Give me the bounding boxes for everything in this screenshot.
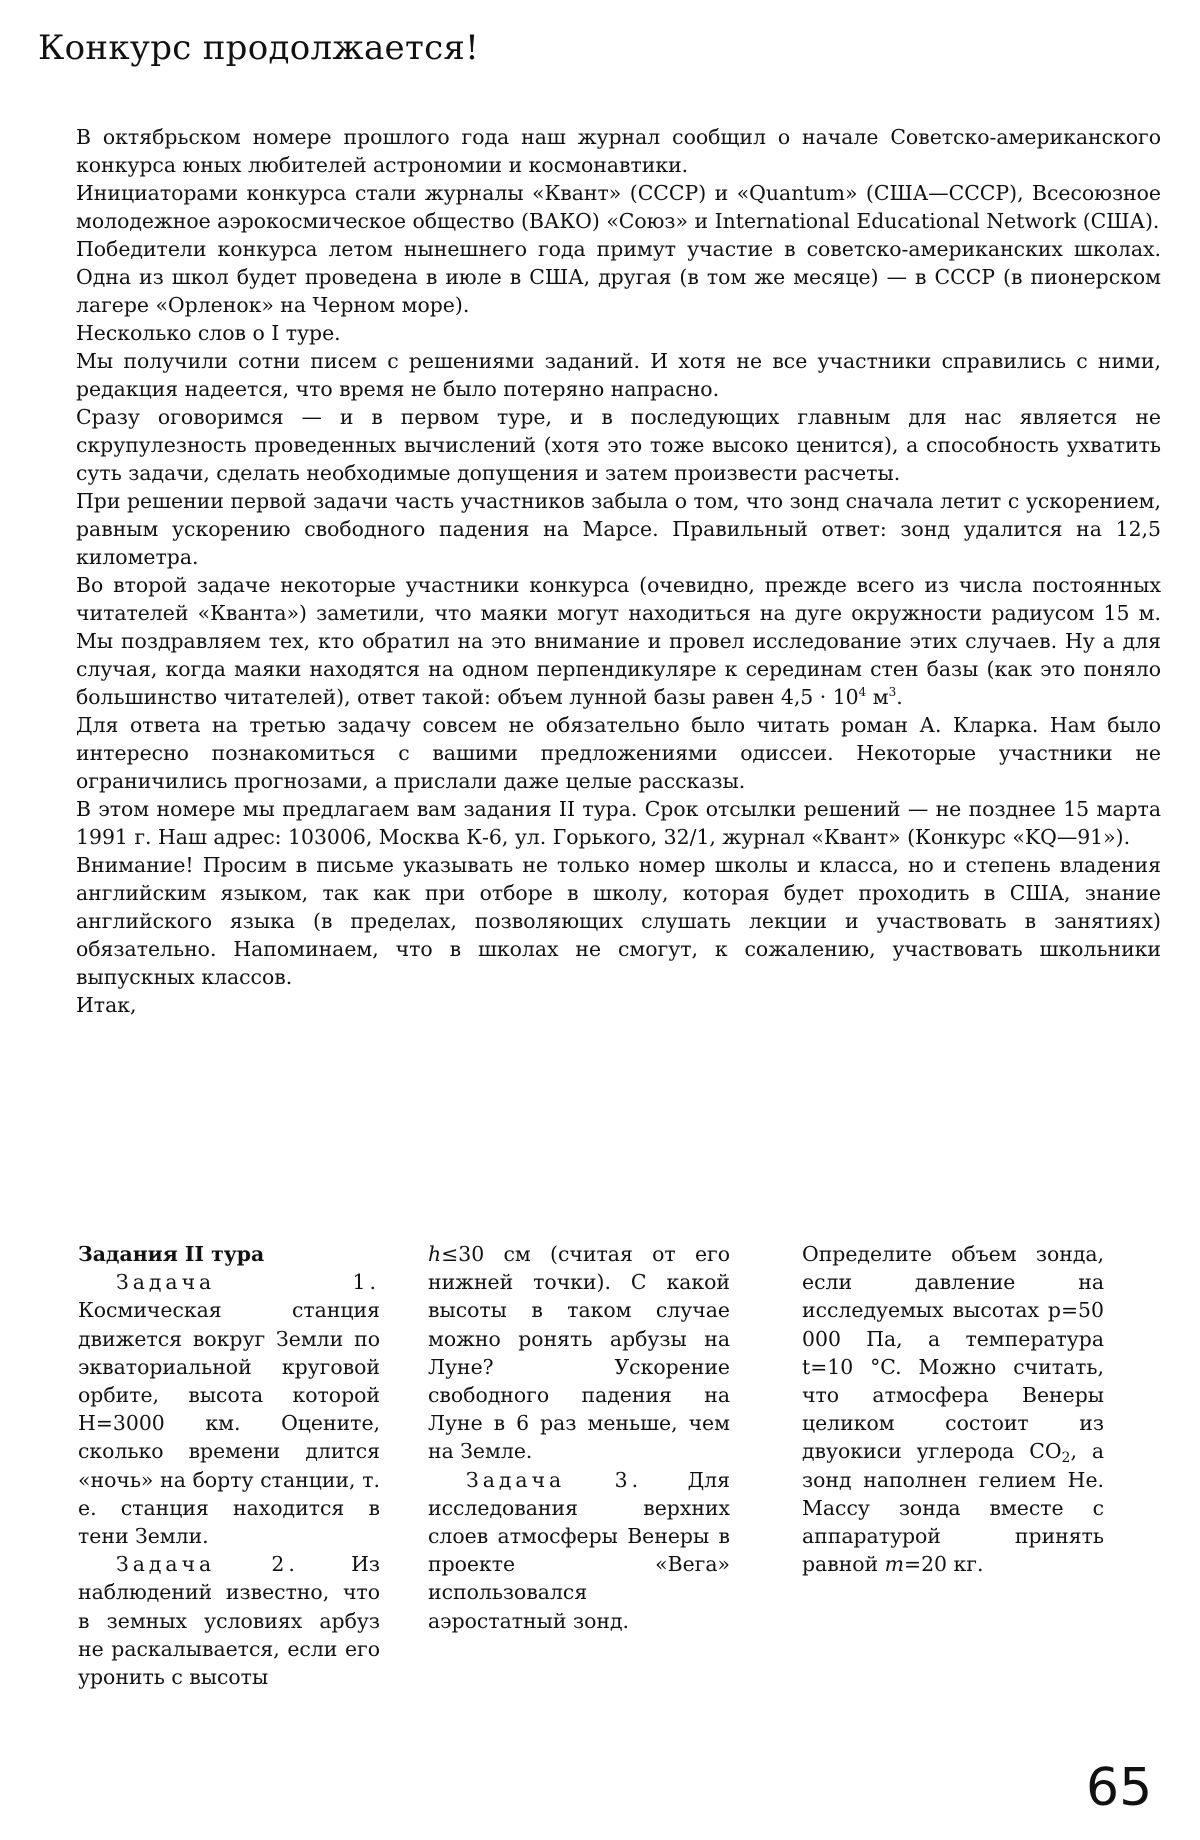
paragraph: Инициаторами конкурса стали журналы «Квант» (СССР) и «Quantum» (США—СССР), Всесоюзное молодежное аэрокосмическое общество (ВАКО) «Союз» и International Educational Network (США). <box>76 181 1161 233</box>
tasks-column-2 <box>428 1240 730 1635</box>
task-2-continued: h≤30 см (считая от его нижней точки). С какой высоты в таком случае можно ронять арбузы на Луне? Ускорение свободного падения на Луне в 6 раз меньше, чем на Земле. <box>428 1242 730 1464</box>
paragraph: Во второй задаче некоторые участники конкурса (очевидно, прежде всего из числа постоянных читателей «Кванта») заметили, что маяки могут находиться на дуге окружности радиусом 15 м. Мы поздравляем тех, кто обратил на это внимание и провел исследование этих случаев. Ну а для случая, когда маяки находятся на одном перпендикуляре к серединам стен базы (как это поняло большинство читателей), ответ такой: объем лунной базы равен $4,5 \cdot 10^4$ $м^3$. <box>76 573 1161 709</box>
paragraph: Для ответа на третью задачу совсем не обязательно было читать роман А. Кларка. Нам было интересно познакомиться с вашими предложениями одиссеи. Некоторые участники не ограничились прогнозами, а прислали даже целые рассказы. <box>76 713 1161 793</box>
paragraph: Победители конкурса летом нынешнего года примут участие в советско-американских школах. Одна из школ будет проведена в июле в США, другая (в том же месяце) — в СССР (в пионерском лагере «Орленок» на Черном море). <box>76 237 1161 317</box>
tasks-heading: Задания II тура <box>78 1242 265 1266</box>
tasks-column-1 <box>78 1240 380 1691</box>
task-1-label: Задача 1. <box>116 1270 380 1295</box>
task-1: Задача 1. Космическая станция движется вокруг Земли по экваториальной круговой орбите, высота которой H=3000 км. Оцените, сколько времени длится «ночь» на борту станции, т. е. станция находится в тени Земли. <box>78 1270 380 1549</box>
tasks-column-3 <box>802 1240 1104 1578</box>
task-2: Задача 2. Из наблюдений известно, что в земных условиях арбуз не раскалывается, если его уронить с высоты <box>78 1552 380 1690</box>
page-title: Конкурс продолжается! <box>38 28 480 68</box>
paragraph: В этом номере мы предлагаем вам задания II тура. Срок отсылки решений — не позднее 15 марта 1991 г. Наш адрес: 103006, Москва К-6, ул. Горького, 32/1, журнал «Квант» (Конкурс «KQ—91»). <box>76 797 1161 849</box>
paragraph: При решении первой задачи часть участников забыла о том, что зонд сначала летит с ускорением, равным ускорению свободного падения на Марсе. Правильный ответ: зонд удалится на 12,5 километра. <box>76 489 1161 569</box>
paragraph: Внимание! Просим в письме указывать не только номер школы и класса, но и степень владения английским языком, так как при отборе в школу, которая будет проходить в США, знание английского языка (в пределах, позволяющих слушать лекции и участвовать в занятиях) обязательно. Напоминаем, что в школах не смогут, к сожалению, участвовать школьники выпускных классов. <box>76 853 1161 989</box>
paragraph: Итак, <box>76 993 137 1017</box>
paragraph: Мы получили сотни писем с решениями заданий. И хотя не все участники справились с ними, редакция надеется, что время не было потеряно напрасно. <box>76 349 1161 401</box>
paragraph: Сразу оговоримся — и в первом туре, и в последующих главным для нас является не скрупулезность проведенных вычислений (хотя это тоже высоко ценится), а способность ухватить суть задачи, сделать необходимые допущения и затем произвести расчеты. <box>76 405 1161 485</box>
paragraph: Несколько слов о I туре. <box>76 321 341 345</box>
task-2-label: Задача 2. <box>116 1552 299 1577</box>
intro-text <box>76 123 1161 1019</box>
paragraph: В октябрьском номере прошлого года наш журнал сообщил о начале Советско-американского конкурса юных любителей астрономии и космонавтики. <box>76 125 1161 177</box>
page-number: 65 <box>1086 1758 1153 1818</box>
task-3-continued: Определите объем зонда, если давление на исследуемых высотах p=50 000 Па, а температура t=10 °C. Можно считать, что атмосфера Венеры целиком состоит из двуокиси углерода $CO_2$, а зонд наполнен гелием He. Массу зонда вместе с аппаратурой принять равной m=20 кг. <box>802 1242 1105 1577</box>
task-3: Задача 3. Для исследования верхних слоев атмосферы Венеры в проекте «Вега» использовался аэростатный зонд. <box>428 1467 731 1633</box>
